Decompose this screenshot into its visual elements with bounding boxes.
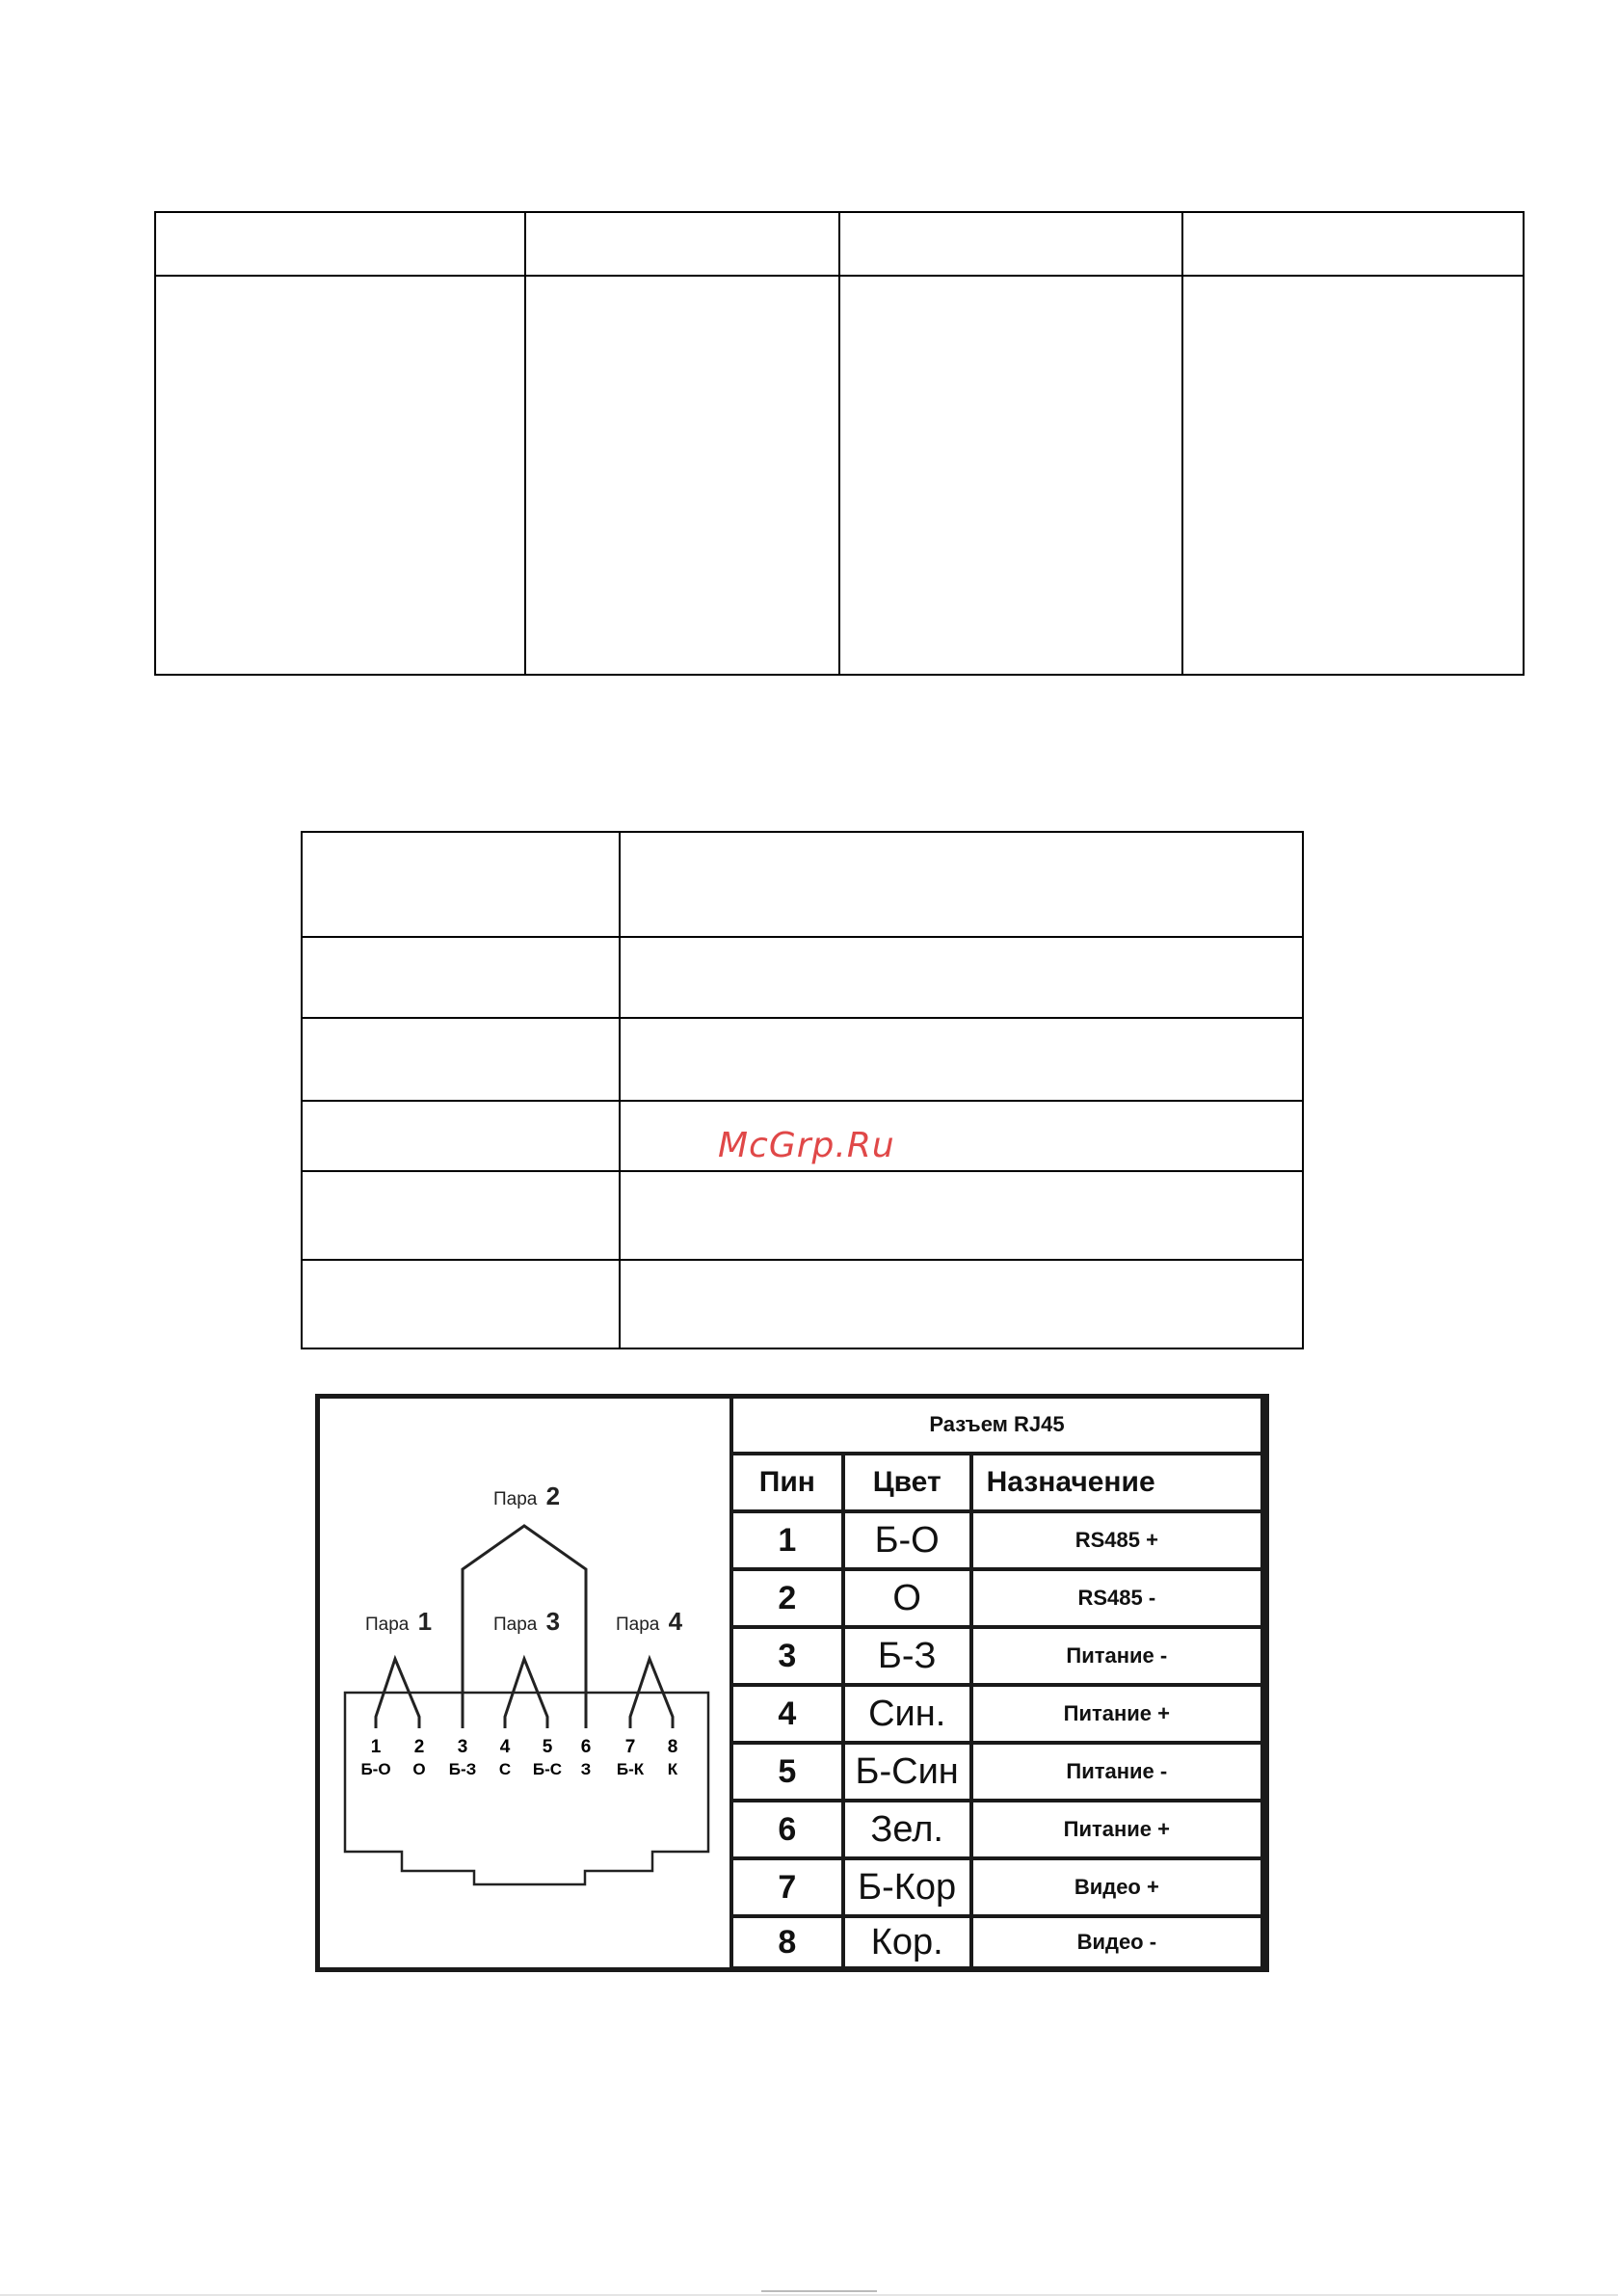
pin-number-label: 6 [580, 1737, 592, 1757]
pin-pin-cell: 7 [731, 1858, 843, 1916]
table-row [302, 937, 1303, 1018]
pin-pin-cell: 1 [731, 1511, 843, 1569]
table-cell [155, 276, 525, 675]
pin-color-code-label: Б-З [448, 1760, 477, 1778]
pin-color-code-label: Б-О [360, 1760, 391, 1778]
pin-pin-cell: 4 [731, 1685, 843, 1743]
rj45-connector-diagram [320, 1399, 729, 1967]
table-row [731, 1916, 1262, 1968]
pin-pin-cell: 5 [731, 1743, 843, 1801]
pin-color-code-label: Б-С [532, 1760, 563, 1778]
column-header-function: Назначение [971, 1454, 1262, 1511]
pair-label [493, 1607, 560, 1636]
connector-outline [345, 1693, 708, 1884]
rj45-rows [731, 1511, 1262, 1968]
pin-function-cell: RS485 + [971, 1511, 1262, 1569]
pin-function-cell: Питание + [971, 1801, 1262, 1858]
table-row [302, 832, 1303, 937]
pin-color-cell: Зел. [843, 1801, 971, 1858]
table-cell [302, 937, 620, 1018]
table-cell [302, 832, 620, 937]
pin-labels [360, 1737, 677, 1778]
table-cell [525, 212, 839, 276]
pair-word: Пара [616, 1615, 660, 1635]
table-row [731, 1511, 1262, 1569]
pin-color-code-label: К [667, 1760, 678, 1778]
table-cell [620, 1018, 1303, 1101]
pin-function-cell: Питание - [971, 1743, 1262, 1801]
table-cell [525, 276, 839, 675]
pin-number-label: 4 [499, 1737, 511, 1757]
spec-table-middle [301, 831, 1304, 1349]
pair-number: 4 [668, 1607, 683, 1636]
pin-function-cell: Питание - [971, 1627, 1262, 1685]
pin-pin-cell: 6 [731, 1801, 843, 1858]
pair-number: 1 [417, 1607, 433, 1636]
rj45-pinout-table [729, 1394, 1264, 1970]
table-row [731, 1627, 1262, 1685]
pin-color-code-label: С [498, 1760, 512, 1778]
table-row [731, 1801, 1262, 1858]
table-cell [839, 276, 1182, 675]
table-row [302, 1171, 1303, 1260]
rj45-figure [315, 1394, 1269, 1972]
pin-color-cell: Кор. [843, 1916, 971, 1968]
table-cell [1182, 212, 1524, 276]
table-row [731, 1858, 1262, 1916]
pin-color-code-label: О [412, 1760, 426, 1778]
table-cell [1182, 276, 1524, 675]
table-cell [302, 1171, 620, 1260]
pair-label [365, 1607, 432, 1636]
table-row [302, 1260, 1303, 1348]
table-cell [155, 212, 525, 276]
pin-color-code-label: З [580, 1760, 592, 1778]
table-cell [620, 1260, 1303, 1348]
spec-table-top [154, 211, 1525, 676]
pair-word: Пара [493, 1615, 538, 1635]
pair-label [616, 1607, 683, 1636]
pin-color-cell: Син. [843, 1685, 971, 1743]
pin-function-cell: Видео + [971, 1858, 1262, 1916]
pair-number: 2 [545, 1482, 561, 1510]
pin-pin-cell: 8 [731, 1916, 843, 1968]
table-row [302, 1018, 1303, 1101]
pair-number: 3 [545, 1607, 561, 1636]
pin-number-label: 8 [667, 1737, 678, 1757]
footer-mark [761, 2290, 877, 2292]
pin-number-label: 2 [413, 1737, 425, 1757]
table-cell [302, 1018, 620, 1101]
pin-color-cell: Б-Син [843, 1743, 971, 1801]
table-row [731, 1569, 1262, 1627]
table-cell [620, 937, 1303, 1018]
pin-number-label: 7 [624, 1737, 636, 1757]
pin-function-cell: Питание + [971, 1685, 1262, 1743]
pin-number-label: 5 [542, 1737, 553, 1757]
table-cell [302, 1101, 620, 1171]
pair-label [493, 1482, 560, 1510]
pin-function-cell: RS485 - [971, 1569, 1262, 1627]
pair-word: Пара [365, 1615, 410, 1635]
pin-color-cell: Б-О [843, 1511, 971, 1569]
pin-color-cell: О [843, 1569, 971, 1627]
pin-pin-cell: 3 [731, 1627, 843, 1685]
table-row [155, 276, 1524, 675]
pin-color-code-label: Б-К [616, 1760, 645, 1778]
table-row [155, 212, 1524, 276]
pin-pin-cell: 2 [731, 1569, 843, 1627]
pin-number-label: 3 [457, 1737, 468, 1757]
column-header-color: Цвет [843, 1454, 971, 1511]
pair-word: Пара [493, 1489, 538, 1509]
table-row [731, 1743, 1262, 1801]
table-cell [620, 832, 1303, 937]
column-header-pin: Пин [731, 1454, 843, 1511]
table-cell [302, 1260, 620, 1348]
table-cell [620, 1171, 1303, 1260]
pin-function-cell: Видео - [971, 1916, 1262, 1968]
pin-color-cell: Б-З [843, 1627, 971, 1685]
table-row [731, 1685, 1262, 1743]
table-cell [839, 212, 1182, 276]
pin-number-label: 1 [370, 1737, 382, 1757]
table-title: Разъем RJ45 [731, 1396, 1262, 1454]
pin-color-cell: Б-Кор [843, 1858, 971, 1916]
watermark: McGrp.Ru [718, 1126, 895, 1165]
